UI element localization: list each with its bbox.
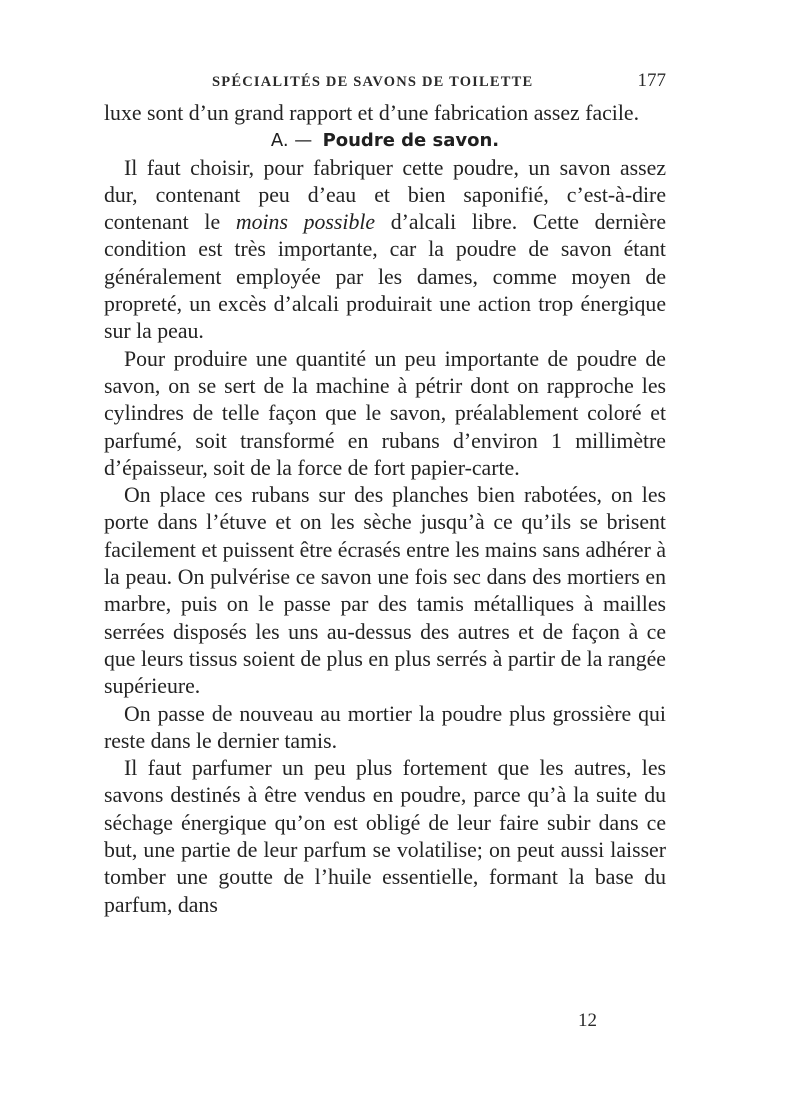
section-heading bbox=[104, 127, 666, 154]
paragraph-1-text-b: d’alcali libre. Cette dernière condition est très importante, car la poudre de savon étant généralement employée par les dames, comme moyen de propreté, un excès d’alcali produirait une action trop énergique sur la peau. bbox=[104, 210, 666, 344]
page-number: 177 bbox=[637, 70, 666, 91]
paragraph-1 bbox=[104, 155, 666, 346]
italic-phrase: moins possible bbox=[235, 210, 376, 235]
signature-mark: 12 bbox=[578, 1010, 597, 1031]
running-title: SPÉCIALITÉS DE SAVONS DE TOILETTE bbox=[212, 74, 534, 90]
paragraph-2: Pour produire une quantité un peu importante de poudre de savon, on se sert de la machine à pétrir dont on rapproche les cylindres de telle façon que le savon, préalablement coloré et parfumé, soit transformé en rubans d’environ 1 millimètre d’épaisseur, soit de la force de fort papier-carte. bbox=[104, 346, 666, 480]
section-letter: A. — bbox=[270, 130, 313, 152]
running-head bbox=[104, 70, 666, 100]
paragraph-4: On passe de nouveau au mortier la poudre plus grossière qui reste dans le dernier tamis. bbox=[104, 701, 666, 753]
paragraph-3: On place ces rubans sur des planches bien rabotées, on les porte dans l’étuve et on les sèche jusqu’à ce qu’ils se brisent facilement et puissent être écrasés entre les mains sans adhérer à la peau. On pulvérise ce savon une fois sec dans des mortiers en marbre, puis on le passe par des tamis métalliques à mailles serrées disposés les uns au-dessus des autres et de façon à ce que leurs tissus soient de plus en plus serrés à partir de la rangée supérieure. bbox=[104, 483, 666, 699]
body-text bbox=[104, 100, 666, 919]
section-title: Poudre de savon. bbox=[322, 130, 500, 152]
paragraph-1-text-a: Il faut choisir, pour fabriquer cette poudre, un savon assez dur, contenant peu d’eau et bien saponifié, c’est-à-dire contenant le bbox=[104, 155, 666, 235]
page bbox=[104, 70, 666, 919]
paragraph-5: Il faut parfumer un peu plus fortement que les autres, les savons destinés à être vendus en poudre, parce qu’à la suite du séchage énergique qu’on est obligé de leur faire subir dans ce but, une partie de leur parfum se volatilise; on peut aussi laisser tomber une goutte de l’huile essentielle, formant la base du parfum, dans bbox=[104, 756, 666, 917]
paragraph-continued: luxe sont d’un grand rapport et d’une fabrication assez facile. bbox=[104, 101, 640, 125]
